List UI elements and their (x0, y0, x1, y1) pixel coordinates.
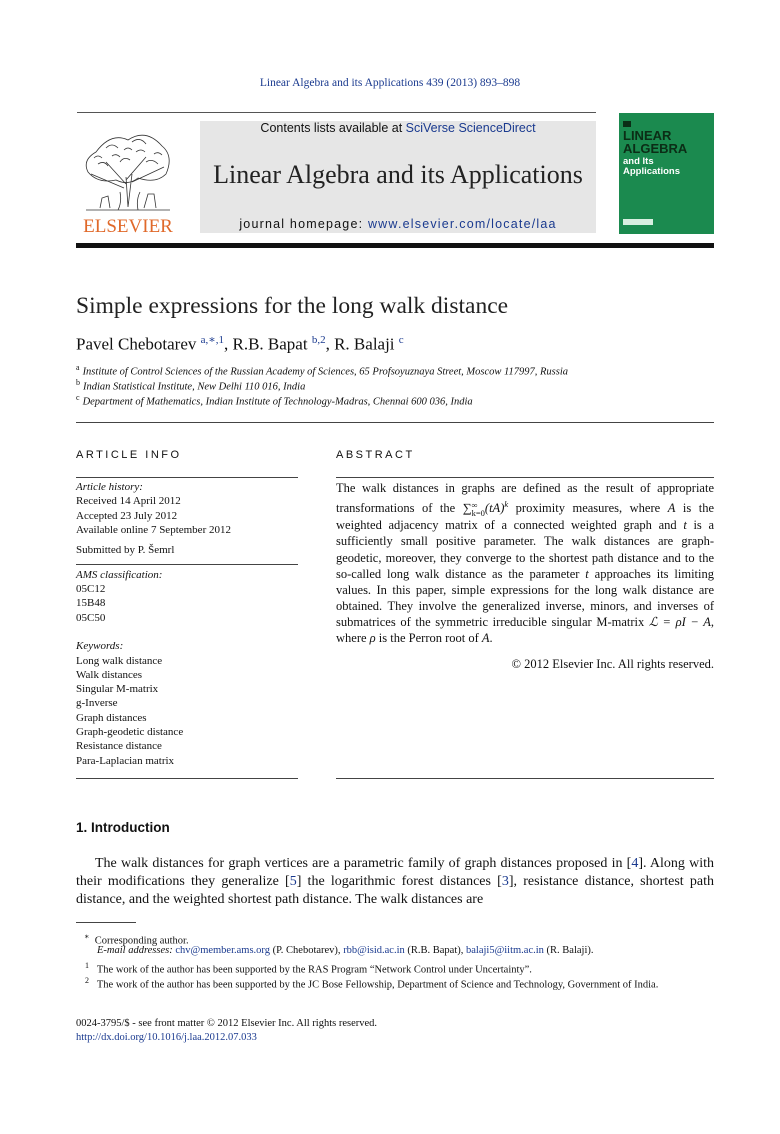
homepage-prefix: journal homepage: (239, 217, 368, 231)
cover-subtitle: and Its Applications (623, 156, 681, 177)
keywords-label: Keywords: (76, 640, 124, 652)
elsevier-tree-icon (76, 122, 180, 234)
email-link[interactable]: chv@member.ams.org (175, 945, 270, 956)
homepage-line (200, 217, 596, 231)
matrix-formula: ℒ = ρI − A (648, 614, 711, 629)
doi-line[interactable] (76, 1032, 257, 1043)
ams-code: 05C50 (76, 612, 106, 624)
author-list (76, 333, 404, 355)
journal-cover (619, 113, 714, 234)
keyword: Graph-geodetic distance (76, 726, 184, 738)
citation-link[interactable]: 4 (631, 856, 639, 871)
ams-code: 15B48 (76, 597, 106, 609)
keyword: Graph distances (76, 712, 147, 724)
issn-line: 0024-3795/$ - see front matter © 2012 Elsevier Inc. All rights reserved. (76, 1018, 378, 1029)
journal-reference-link[interactable]: Linear Algebra and its Applications 439 (2013) 893–898 (259, 77, 521, 89)
author-separator: , (224, 334, 233, 354)
footnote-1: $^1$ The work of the author has been supported by the RAS Program “Network Control under Uncertainty”. (85, 961, 532, 976)
abstract-text: The walk distances in graphs are defined as the result of appropriate transformations of the ∑ ∞ k=0 (tA)$^k$ proximity measures, where A is the weighted adjacency matrix of a connected weighted graph and t is a sufficiently small positive parameter. The walk distances are graph-geodetic, moreover, they converge to the shortest path distance and to the so-called long walk distance as the parameter t approaches its limiting values. In this paper, simple expressions for the long walk distance are obtained. They involve the generalized inverse, minors, and inverses of submatrices of the symmetric irreducible singular M-matrix ℒ = ρI − A, where ρ is the Perron root of A. (336, 481, 715, 646)
elsevier-wordmark: ELSEVIER (83, 216, 173, 234)
citation-link[interactable]: 5 (289, 874, 297, 889)
article-info-rule (76, 778, 298, 779)
introduction-paragraph: The walk distances for graph vertices are a parametric family of graph distances proposed in [4]. Along with their modifications they generalize [5] the logarithmic forest distances [3], resistance distance, shortest path distance, and the weighted shortest path distance. The walk distances are (76, 856, 714, 907)
journal-reference[interactable] (0, 77, 780, 89)
available-date: Available online 7 September 2012 (76, 524, 231, 536)
email-link[interactable]: rbb@isid.ac.in (343, 945, 405, 956)
accepted-date: Accepted 23 July 2012 (76, 510, 178, 522)
article-title: Simple expressions for the long walk distance (76, 293, 509, 319)
article-info-rule (76, 564, 298, 565)
affiliation-mark: a (76, 363, 80, 372)
top-rule (77, 112, 596, 113)
affiliation (76, 363, 568, 378)
author-marks[interactable]: b,2 (311, 334, 326, 346)
footnote-corresponding: ∗ Corresponding author. (84, 932, 189, 947)
ams-code: 05C12 (76, 583, 106, 595)
author-marks[interactable]: c (398, 334, 404, 346)
cover-label-strip (623, 219, 653, 225)
keyword: Para-Laplacian matrix (76, 755, 175, 767)
author-name: R. Balaji (334, 334, 395, 354)
doi-link[interactable]: http://dx.doi.org/10.1016/j.laa.2012.07.033 (76, 1032, 257, 1043)
article-info-rule (76, 477, 298, 478)
author-marks[interactable]: a,∗,1 (200, 334, 224, 346)
header-rule (76, 422, 714, 423)
journal-title: Linear Algebra and its Applications (213, 160, 583, 189)
contents-line (200, 121, 596, 135)
elsevier-logo (76, 122, 180, 234)
footnote-2: $^2$ The work of the author has been supported by the JC Bose Fellowship, Department of Science and Technology, Government of India. (85, 976, 659, 991)
affiliation-text: Indian Statistical Institute, New Delhi 110 016, India (83, 381, 306, 393)
sum-formula: ∑ ∞ k=0 (tA)$^k$ (462, 499, 509, 519)
article-info-heading: ARTICLE INFO (76, 449, 182, 461)
keyword: Long walk distance (76, 655, 163, 667)
author-separator: , (325, 334, 335, 354)
keyword: Singular M-matrix (76, 683, 159, 695)
ams-label: AMS classification: (76, 569, 163, 581)
affiliation (76, 378, 305, 393)
citation-link[interactable]: 3 (501, 874, 509, 889)
affiliation-text: Department of Mathematics, Indian Institute of Technology-Madras, Chennai 600 036, India (82, 396, 473, 408)
author-name: R.B. Bapat (232, 334, 308, 354)
homepage-link[interactable]: www.elsevier.com/locate/laa (367, 217, 557, 231)
copyright-notice: © 2012 Elsevier Inc. All rights reserved. (511, 657, 714, 671)
keyword: Walk distances (76, 669, 143, 681)
keyword: g-Inverse (76, 697, 118, 709)
affiliation-text: Institute of Control Sciences of the Russian Academy of Sciences, 65 Profsoyuznaya Street, Moscow 117997, Russia (82, 366, 569, 378)
affiliation-mark: c (76, 393, 80, 402)
received-date: Received 14 April 2012 (76, 495, 181, 507)
keyword: Resistance distance (76, 740, 162, 752)
abstract-rule (336, 477, 714, 478)
affiliation (76, 393, 473, 408)
email-link[interactable]: balaji5@iitm.ac.in (466, 945, 544, 956)
section-heading-introduction: 1. Introduction (76, 820, 170, 835)
footnote-rule (76, 922, 136, 923)
sciencedirect-link[interactable]: SciVerse ScienceDirect (405, 121, 536, 135)
affiliation-mark: b (76, 378, 80, 387)
contents-prefix: Contents lists available at (260, 121, 406, 135)
abstract-rule (336, 778, 714, 779)
cover-title: LINEAR ALGEBRA (623, 128, 688, 156)
history-label: Article history: (76, 481, 143, 493)
abstract-heading: ABSTRACT (336, 449, 415, 461)
cover-emblem-icon (623, 121, 631, 127)
masthead-divider (76, 243, 714, 248)
footnote-emails: E-mail addresses: chv@member.ams.org (P. Chebotarev), rbb@isid.ac.in (R.B. Bapat), balaji5@iitm.ac.in (R. Balaji). (97, 945, 594, 956)
author-name: Pavel Chebotarev (76, 334, 197, 354)
submitted-by: Submitted by P. Šemrl (76, 544, 175, 556)
